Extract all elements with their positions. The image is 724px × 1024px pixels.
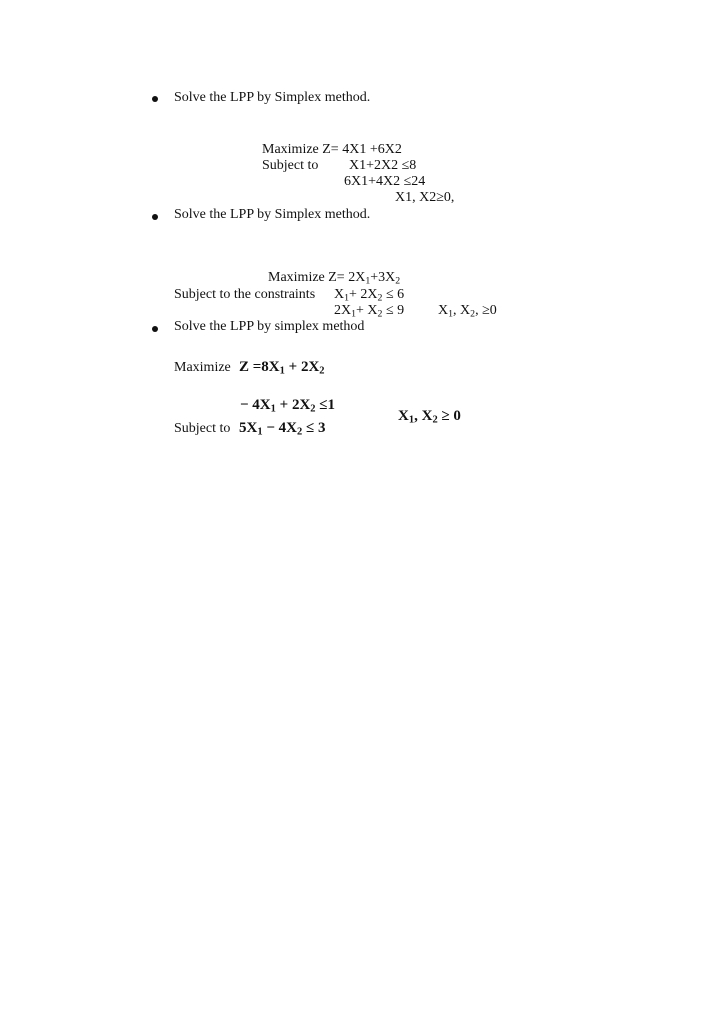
problem-3-objective-label: Maximize [174, 360, 231, 375]
bullet-icon [152, 214, 158, 220]
problem-3-constraint-1: − $4X_1 + 2X_2 \le 1$ [240, 397, 336, 415]
problem-1-subject-label: Subject to [262, 158, 319, 173]
problem-1-heading: Solve the LPP by Simplex method. [174, 90, 371, 105]
problem-2-nonnegativity: $X_1$, $X_2$, ≥0 [438, 303, 497, 320]
problem-3-constraint-2: $5X_1 - 4X_2 \le 3$ [239, 420, 326, 438]
problem-3-nonnegativity: $X_1$, $X_2 \ge 0$ [398, 408, 461, 426]
problem-2-subject-label: Subject to the constraints [174, 287, 316, 302]
problem-2-objective: Maximize $Z= 2X_1+3X_2$ [268, 270, 401, 287]
problem-1-nonnegativity: X1, X2≥0, [395, 190, 455, 205]
problem-3-subject-label: Subject to [174, 421, 231, 436]
problem-1-constraint-2: 6X1+4X2 ≤24 [344, 174, 426, 189]
problem-1-constraint-1: X1+2X2 ≤8 [349, 158, 417, 173]
problem-2-constraint-1: $X_1+ 2X_2 \le 6$ [334, 287, 405, 304]
bullet-icon [152, 96, 158, 102]
problem-2-constraint-2: $2X_1+ X_2 \le 9$ [334, 303, 405, 320]
bullet-icon [152, 326, 158, 332]
problem-1-objective: Maximize Z= 4X1 +6X2 [262, 142, 402, 157]
problem-3-heading: Solve the LPP by simplex method [174, 319, 365, 334]
problem-3-objective: $Z =8X_1 + 2X_2$ [239, 359, 325, 377]
problem-2-heading: Solve the LPP by Simplex method. [174, 207, 371, 222]
